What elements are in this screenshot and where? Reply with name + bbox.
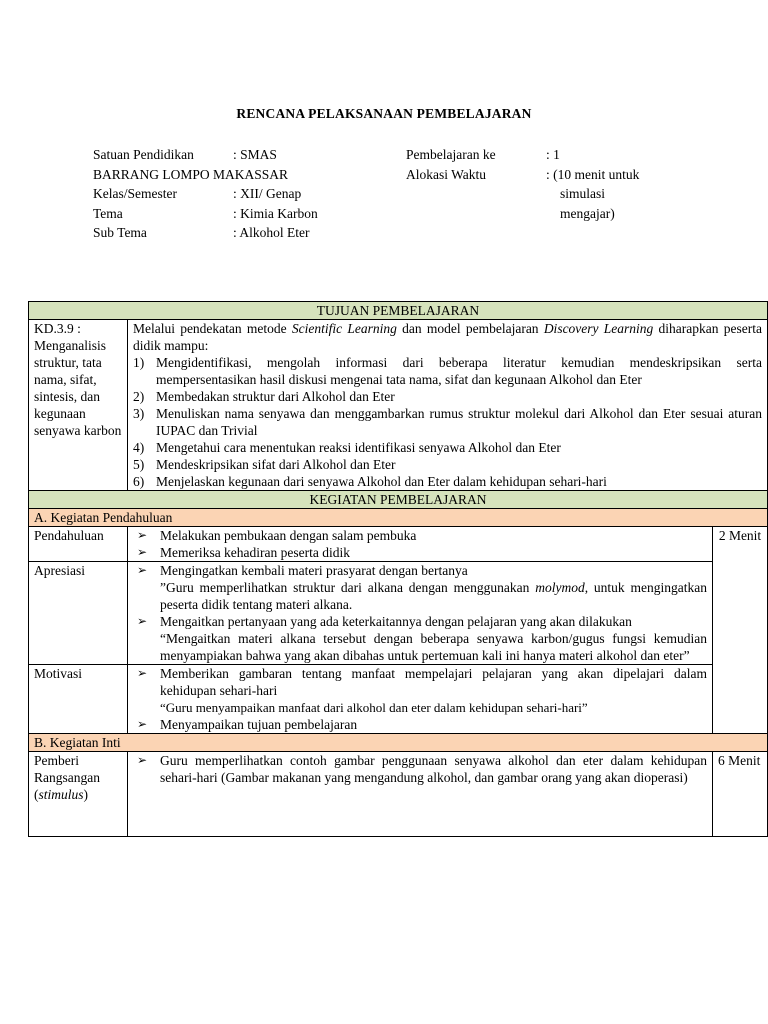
info-row-satuan [93, 145, 318, 165]
info-row-alokasi-cont [406, 184, 639, 204]
stimulus-content [127, 752, 712, 837]
section-a-row [29, 509, 768, 527]
list-item: 5) Mendeskripsikan sifat dari Alkohol dan Eter [132, 457, 396, 472]
kegiatan-header: KEGIATAN PEMBELAJARAN [29, 491, 768, 509]
info-row-kelas [93, 184, 318, 204]
motivasi-quote: “Guru menyampaikan manfaat dari alkohol dan eter dalam kehidupan sehari-hari” [159, 700, 588, 715]
stimulus-label: Pemberi Rangsangan (stimulus) [29, 752, 128, 837]
pendahuluan-label: Pendahuluan [29, 527, 128, 562]
info-label: Sub Tema [93, 225, 147, 240]
info-row-alokasi [406, 165, 639, 185]
info-row-tema [93, 204, 318, 224]
arrow-bullet-icon: ➢ [136, 666, 148, 680]
info-label: Tema [93, 205, 123, 221]
motivasi-list-2 [133, 716, 707, 733]
motivasi-row [29, 665, 768, 734]
kd-cell: KD.3.9 : Menganalisis struktur, tata nama, sifat, sintesis, dan kegunaan senyawa karbon [29, 320, 128, 491]
pendahuluan-list [133, 527, 707, 561]
apresiasi-row [29, 562, 768, 665]
arrow-bullet-icon: ➢ [136, 753, 148, 767]
list-item: 1) Mengidentifikasi, mengolah informasi dari beberapa literatur kemudian mendeskripsikan serta mempersentasikan hasil diskusi mengenai tata nama, sifat dan kegunaan Alkohol dan Eter [132, 355, 762, 387]
school-name: BARRANG LOMPO MAKASSAR [93, 166, 289, 182]
list-item: ➢ Guru memperlihatkan contoh gambar penggunaan senyawa alkohol dan eter dalam kehidupan sehari-hari (Gambar makanan yang mengandung alkohol, dan gambar orang yang akan dioperasi) [133, 752, 707, 786]
pendahuluan-time: 2 Menit [713, 527, 768, 734]
apresiasi-quote-2: “Mengaitkan materi alkana tersebut dengan beberapa senyawa karbon/gugus fungsi kemudian menyampiakan bahwa yang akan dibahas untuk pertemuan kali ini hanya materi alkohol dan eter” [159, 631, 707, 663]
tujuan-header-row [29, 302, 768, 320]
stimulus-list [133, 752, 707, 786]
info-label: Alokasi Waktu [406, 166, 487, 182]
info-value: : Alkohol Eter [233, 225, 310, 240]
list-item: 4) Mengetahui cara menentukan reaksi identifikasi senyawa Alkohol dan Eter [132, 440, 561, 455]
page-title: RENCANA PELAKSANAAN PEMBELAJARAN [236, 106, 532, 121]
info-row-alokasi-cont [406, 204, 639, 224]
list-item: ➢ Menyampaikan tujuan pembelajaran [133, 716, 707, 733]
list-item: ➢ Memeriksa kehadiran peserta didik [133, 544, 707, 561]
stimulus-row [29, 752, 768, 837]
section-b-row [29, 734, 768, 752]
info-label: Pembelajaran ke [406, 147, 496, 162]
info-label: Satuan Pendidikan [93, 147, 194, 162]
schedule-info [406, 145, 639, 223]
arrow-bullet-icon: ➢ [136, 717, 148, 731]
info-label: Kelas/Semester [93, 186, 177, 201]
tujuan-intro: Melalui pendekatan metode Scientific Learning dan model pembelajaran Discovery Learning diharapkan peserta didik mampu: [132, 321, 762, 353]
arrow-bullet-icon: ➢ [136, 528, 148, 542]
pendahuluan-content [127, 527, 712, 562]
apresiasi-label: Apresiasi [29, 562, 128, 665]
info-value: : 1 [546, 147, 560, 162]
tujuan-list [133, 354, 762, 490]
list-item: ➢ Mengaitkan pertanyaan yang ada keterkaitannya dengan pelajaran yang akan dilakukan [133, 613, 707, 630]
info-value: : (10 menit untuk [546, 166, 640, 182]
lesson-plan-table [28, 301, 768, 837]
list-item: 3) Menuliskan nama senyawa dan menggambarkan rumus struktur molekul dari Alkohol dan Eter sesuai aturan IUPAC dan Trivial [132, 406, 762, 438]
info-row-pembelajaran [406, 145, 639, 165]
apresiasi-content [127, 562, 712, 665]
tujuan-header: TUJUAN PEMBELAJARAN [29, 302, 768, 320]
info-row-subtema [93, 223, 318, 243]
apresiasi-list-2 [133, 613, 707, 630]
identity-info [93, 145, 318, 243]
list-item: ➢ Mengingatkan kembali materi prasyarat dengan bertanya [133, 562, 707, 579]
motivasi-list [133, 665, 707, 699]
motivasi-label: Motivasi [29, 665, 128, 734]
info-value: : XII/ Genap [233, 186, 302, 201]
apresiasi-list [133, 562, 707, 579]
pendahuluan-row [29, 527, 768, 562]
list-item: ➢ Memberikan gambaran tentang manfaat mempelajari pelajaran yang akan dipelajari dalam kehidupan sehari-hari [133, 665, 707, 699]
list-item: 6) Menjelaskan kegunaan dari senyawa Alkohol dan Eter dalam kehidupan sehari-hari [132, 474, 607, 489]
info-value: simulasi [560, 186, 606, 201]
info-value: : SMAS [233, 147, 277, 162]
apresiasi-quote-1: ”Guru memperlihatkan struktur dari alkana dengan menggunakan molymod, untuk mengingatkan peserta didik tentang materi alkana. [159, 580, 707, 612]
list-item: ➢ Melakukan pembukaan dengan salam pembuka [133, 527, 707, 544]
kegiatan-header-row [29, 491, 768, 509]
section-a-header: A. Kegiatan Pendahuluan [29, 509, 768, 527]
section-b-header: B. Kegiatan Inti [29, 734, 768, 752]
tujuan-row [29, 320, 768, 491]
info-value: mengajar) [560, 205, 615, 221]
tujuan-content [127, 320, 767, 491]
info-row-school [93, 165, 318, 185]
stimulus-time: 6 Menit [713, 752, 768, 837]
list-item: 2) Membedakan struktur dari Alkohol dan Eter [132, 389, 395, 404]
motivasi-content [127, 665, 712, 734]
info-value: : Kimia Karbon [233, 205, 318, 221]
arrow-bullet-icon: ➢ [136, 614, 148, 628]
arrow-bullet-icon: ➢ [136, 545, 148, 559]
arrow-bullet-icon: ➢ [136, 563, 148, 577]
